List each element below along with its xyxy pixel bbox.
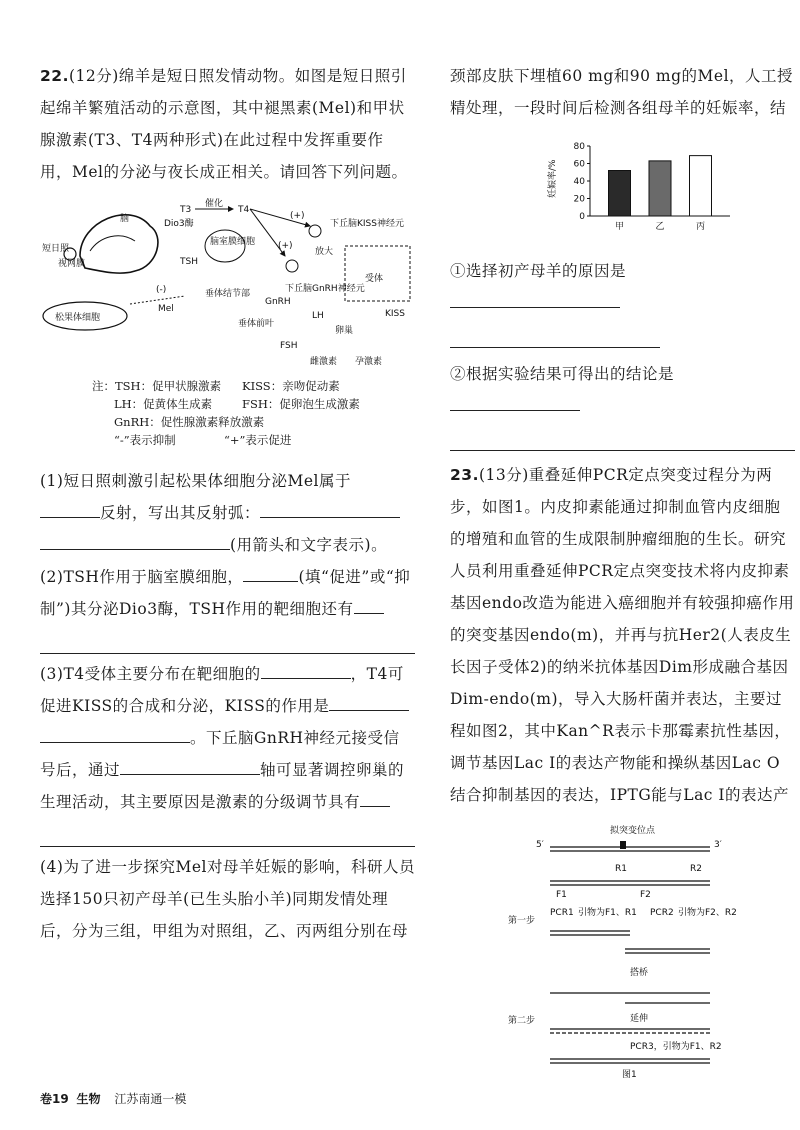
page-footer	[40, 1090, 186, 1107]
label-lh: LH	[312, 311, 324, 321]
sub-question-text: 。下丘脑GnRH神经元接受信号后，通过	[40, 729, 400, 779]
question-22-continued: 颈部皮肤下埋植60 mg和90 mg的Mel，人工授精处理，一段时间后检测各组母羊的妊娠率，结	[450, 67, 794, 117]
reproduction-diagram	[40, 196, 415, 371]
sub-question-4	[40, 851, 415, 947]
label-pcr1: PCR1	[550, 908, 574, 918]
answer-blank[interactable]	[329, 692, 409, 711]
sub-question-text: (填“促进”或“抑制”)其分泌Dio3酶，TSH作用的靶细胞还有	[40, 568, 411, 618]
figure-1-diagram	[450, 823, 795, 1078]
note-line: KISS：亲吻促动素	[242, 379, 340, 393]
label-r2: R2	[690, 864, 702, 874]
chart-y-tick-label: 40	[573, 177, 585, 187]
sub-question-text: ①选择初产母羊的原因是	[450, 262, 627, 280]
question-text: (13分)重叠延伸PCR定点突变过程分为两步，如图1。内皮抑素能通过抑制血管内皮细胞的增殖和血管的生成限制肿瘤细胞的生长。研究人员利用重叠延伸PCR定点突变技术将内皮抑素基因endo改造为能进入癌细胞并有较强抑癌作用的突变基因endo(m)，并再与抗Her2(人表皮生长因子受体2)的纳米抗体基因Dim形成融合基因Dim-endo(m)，导入大肠杆菌并表达，主要过程如图2，其中Kan^R表示卡那霉素抗性基因，调节基因Lac I的表达产物能和操纵基因Lac O结合抑制基因的表达，IPTG能与Lac I的表达产	[450, 466, 795, 804]
answer-blank[interactable]	[354, 595, 384, 614]
question-text: (12分)绵羊是短日照发情动物。如图是短日照引起绵羊繁殖活动的示意图，其中褪黑素(Mel)和甲状腺激素(T3、T4两种形式)在此过程中发挥重要作用，Mel的分泌与夜长成正相关。请回答下列问题。	[40, 67, 408, 181]
label-extend: 延伸	[630, 1014, 649, 1024]
answer-blank[interactable]	[450, 392, 580, 411]
figure-caption: 图1	[622, 1070, 637, 1078]
note-line: GnRH：促性腺激素释放激素	[114, 415, 265, 429]
chart-bar	[609, 171, 631, 217]
chart-y-tick-label: 20	[573, 194, 585, 205]
label-bridge: 搭桥	[630, 968, 649, 978]
answer-blank[interactable]	[260, 499, 400, 518]
answer-blank[interactable]	[40, 499, 100, 518]
label-dio3: Dio3酶	[164, 219, 194, 229]
answer-blank[interactable]	[450, 289, 620, 308]
label-receptor: 受体	[365, 274, 384, 284]
sub-question-text: (4)为了进一步探究Mel对母羊妊娠的影响，科研人员选择150只初产母羊(已生头胎小羊)同期发情处理后，分为三组，甲组为对照组，乙、丙两组分别在母	[40, 858, 415, 940]
question-23-intro	[450, 459, 795, 811]
chart-bars	[609, 156, 712, 232]
label-mel: Mel	[158, 304, 174, 314]
question-number: 22.	[40, 67, 69, 85]
chart-x-tick-label: 甲	[614, 222, 625, 232]
label-amplify: 放大	[315, 247, 334, 257]
sub-question-text: (用箭头和文字表示)。	[230, 536, 388, 554]
sub-question-4a	[450, 255, 795, 319]
note-line: 注：TSH：促甲状腺激素	[92, 379, 222, 393]
note-line: LH：促黄体生成素	[114, 397, 213, 411]
label-step-1: 第一步	[508, 916, 536, 926]
label-tsh: TSH	[180, 257, 198, 267]
label-catalyze: 催化	[205, 199, 224, 209]
answer-blank-line[interactable]	[40, 631, 415, 654]
label-pineal: 松果体细胞	[55, 313, 101, 323]
answer-blank[interactable]	[120, 756, 260, 775]
chart-bar	[690, 156, 712, 216]
label-gnrh-neuron: 下丘脑GnRH神经元	[285, 284, 365, 294]
pregnancy-rate-chart	[545, 138, 745, 233]
label-minus: (-)	[156, 285, 167, 295]
answer-blank[interactable]	[243, 563, 298, 582]
label-f2: F2	[640, 890, 651, 900]
sub-question-text: (1)短日照刺激引起松果体细胞分泌Mel属于	[40, 472, 351, 490]
chart-ylabel: 妊娠率/%	[548, 159, 558, 198]
sub-question-text: (3)T4受体主要分布在靶细胞的	[40, 665, 261, 683]
footer-page: 卷19	[40, 1092, 69, 1106]
label-pcr2-primer: 引物为F2、R2	[678, 908, 737, 918]
answer-blank[interactable]	[360, 788, 390, 807]
label-estrogen: 雌激素	[310, 357, 338, 367]
label-t3: T3	[180, 205, 192, 215]
label-plus-2: (+)	[278, 241, 293, 251]
answer-blank-line[interactable]	[40, 824, 415, 847]
left-column	[40, 60, 415, 947]
chart-y-tick-label: 0	[579, 212, 585, 222]
sub-question-4b	[450, 358, 795, 422]
label-kiss: KISS	[385, 309, 405, 319]
label-5prime: 5′	[536, 840, 544, 850]
note-line: “+”表示促进	[224, 433, 292, 447]
label-progesterone: 孕激素	[355, 357, 383, 367]
answer-blank[interactable]	[40, 531, 230, 550]
answer-blank-line[interactable]	[450, 325, 660, 348]
diagram-notes	[92, 377, 415, 449]
note-line: FSH：促卵泡生成激素	[242, 397, 360, 411]
label-retina: 视网膜	[58, 259, 86, 269]
question-number: 23.	[450, 466, 479, 484]
footer-source: 江苏南通一模	[114, 1092, 187, 1106]
label-brain: 脑	[120, 214, 130, 224]
sub-question-text: 反射，写出其反射弧：	[100, 504, 261, 522]
answer-blank[interactable]	[40, 724, 190, 743]
answer-blank-line[interactable]	[450, 428, 795, 451]
label-plus-1: (+)	[290, 211, 305, 221]
label-t4: T4	[238, 205, 250, 215]
label-mutation-site: 拟突变位点	[610, 826, 656, 836]
sub-question-1	[40, 465, 415, 561]
chart-y-tick-label: 60	[573, 159, 585, 170]
chart-bar	[649, 161, 671, 216]
sub-question-text: ②根据实验结果可得出的结论是	[450, 365, 675, 383]
label-pcr3: PCR3，引物为F1、R2	[630, 1042, 722, 1052]
label-pituitary-node: 垂体结节部	[205, 289, 251, 299]
label-step-2: 第二步	[508, 1016, 536, 1026]
question-22-intro	[40, 60, 415, 188]
label-gnrh: GnRH	[265, 297, 291, 307]
sub-question-3	[40, 658, 415, 818]
sub-question-text: (2)TSH作用于脑室膜细胞，	[40, 568, 244, 586]
chart-x-tick-label: 乙	[655, 222, 665, 232]
label-ant-pituitary: 垂体前叶	[238, 319, 275, 329]
label-3prime: 3′	[714, 840, 722, 850]
label-fsh: FSH	[280, 341, 298, 351]
sub-question-text: 轴可显著调控卵巢的生理活动，其主要原因是激素的分级调节具有	[40, 761, 405, 811]
label-r1: R1	[615, 864, 627, 874]
label-f1: F1	[556, 890, 567, 900]
label-short-day: 短日照	[42, 244, 70, 254]
note-line: “-”表示抑制	[114, 433, 176, 447]
right-column	[450, 60, 795, 1082]
sub-question-2	[40, 561, 415, 625]
sub-question-text: ，T4可促进KISS的合成和分泌，KISS的作用是	[40, 665, 404, 715]
answer-blank[interactable]	[261, 660, 351, 679]
label-kiss-neuron: 下丘脑KISS神经元	[330, 219, 404, 229]
footer-subject: 生物	[76, 1092, 101, 1106]
label-pcr1-primer: 引物为F1、R1	[578, 908, 637, 918]
label-ovary: 卵巢	[335, 326, 354, 336]
label-ventricle: 脑室膜细胞	[210, 237, 256, 247]
label-pcr2: PCR2	[650, 908, 674, 918]
chart-y-tick-label: 80	[573, 142, 585, 152]
chart-x-tick-label: 丙	[695, 222, 706, 232]
